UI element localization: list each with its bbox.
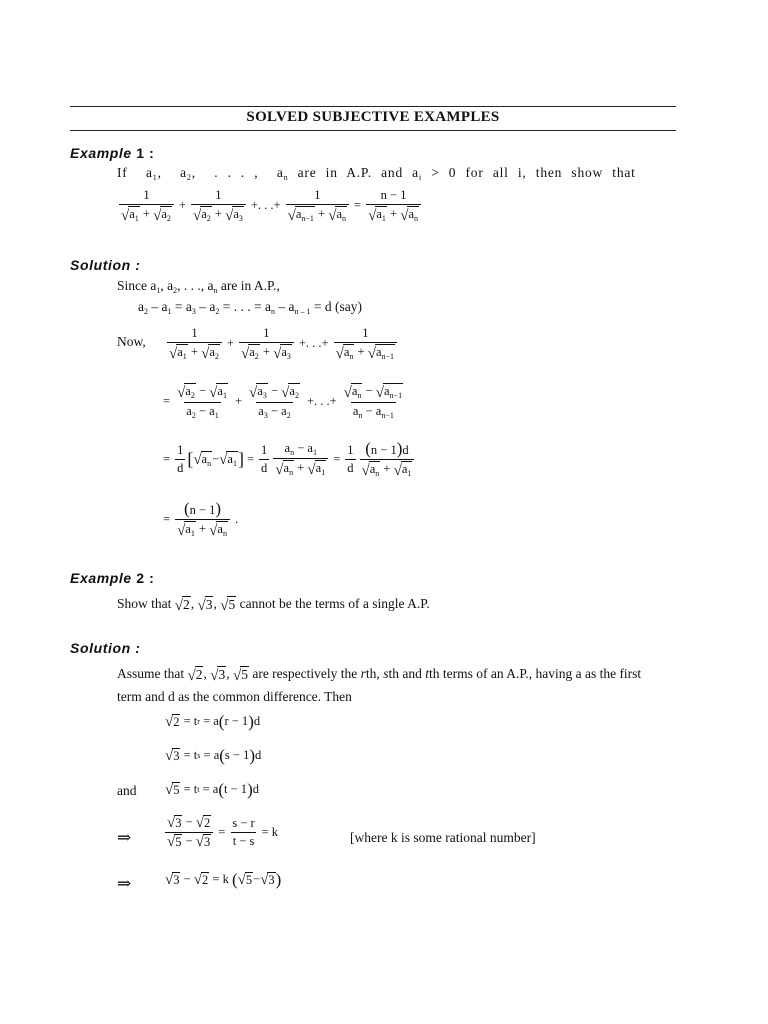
solution-1-line2: = √ $a_2$ − √ $a_1$ $a_2 - a_1$ + √ $a_3$ − √ $a_2$ $a_3 - a_2$ +. . .+ √ $a_n$ − √ $a_{n-1}$ $a_n - a_{n-1}$ <box>163 383 403 420</box>
equation-final: √ 3 − √ 2 = k ( √ 5 − √ 3 ) <box>165 870 282 889</box>
equation-tt: √ 5 = t t = a ( t − 1 ) d <box>165 780 259 799</box>
implies-symbol-2: ⇒ <box>117 874 132 893</box>
example-2-label: Example 2 : <box>70 570 155 586</box>
solution-1-line3: = $\frac{1}{d}$ [ √ $a_n$ − √ $a_1$ ] = $\frac{1}{d}$ $a_n - a_1$ √ $a_n$ + √ $a_1$ = $\frac{1}{d}$ (n − 1)d √ $a_n$ + √ $a_1$ <box>160 440 416 479</box>
solution-1-label: Solution : <box>70 257 141 273</box>
example-1-label: Example 1 : <box>70 145 155 161</box>
solution-1-difference: $a_2 - a_1 = a_3 - a_2$ = . . . = $a_n - a_{n - 1} = d$ (say) <box>138 299 362 316</box>
solution-1-result: = (n − 1) √ $a_1$ + √ $a_n$ . <box>163 499 239 539</box>
section-heading: SOLVED SUBJECTIVE EXAMPLES <box>246 109 500 125</box>
example-1-equation: 1 √ $a_1$ + √ $a_2$ + 1 √ $a_2$ + √ $a_3$ +. . .+ 1 √ $a_{n-1}$ + √ $a_n$ = n − 1 √ $a_1$ + √ $a_n$ <box>117 188 423 224</box>
equation-ts: √ 3 = t s = a ( s − 1 ) d <box>165 746 262 765</box>
solution-2-label: Solution : <box>70 640 141 656</box>
equation-ratio: √ 3 − √ 2 √ 5 − √ 3 = $\frac{s - r}{t - s}$ = k <box>167 815 278 851</box>
example-2-statement: Show that √ 2 , √ 3 , √ 5 cannot be the terms of a single A.P. <box>117 596 430 614</box>
solution-2-assume: Assume that √ 2 , √ 3 , √ 5 are respectively the rth, sth and tth terms of an A.P., having a as the first <box>117 666 642 684</box>
equation-tr: √ 2 = t r = a ( r − 1 ) d <box>165 712 261 731</box>
top-rule <box>70 106 676 107</box>
solution-1-line1: 1 √ $a_1$ + √ $a_2$ + 1 √ $a_2$ + √ $a_3$ +. . .+ 1 √ $a_n$ + √ $a_{n-1}$ <box>165 326 399 362</box>
solution-1-now: Now, <box>117 334 146 349</box>
implies-symbol-1: ⇒ <box>117 828 132 847</box>
and-word: and <box>117 783 137 798</box>
example-1-statement: If $a_1$, $a_2$, . . . , $a_n$ are in A.P. and $a_i > 0$ for all i, then show that <box>117 165 636 182</box>
solution-2-assume-line2: term and d as the common difference. Then <box>117 689 352 704</box>
rational-note: [where k is some rational number] <box>350 830 536 845</box>
solution-1-since: Since $a_1$, $a_2$, . . ., $a_n$ are in A.P., <box>117 278 280 295</box>
heading-underline <box>70 130 676 131</box>
